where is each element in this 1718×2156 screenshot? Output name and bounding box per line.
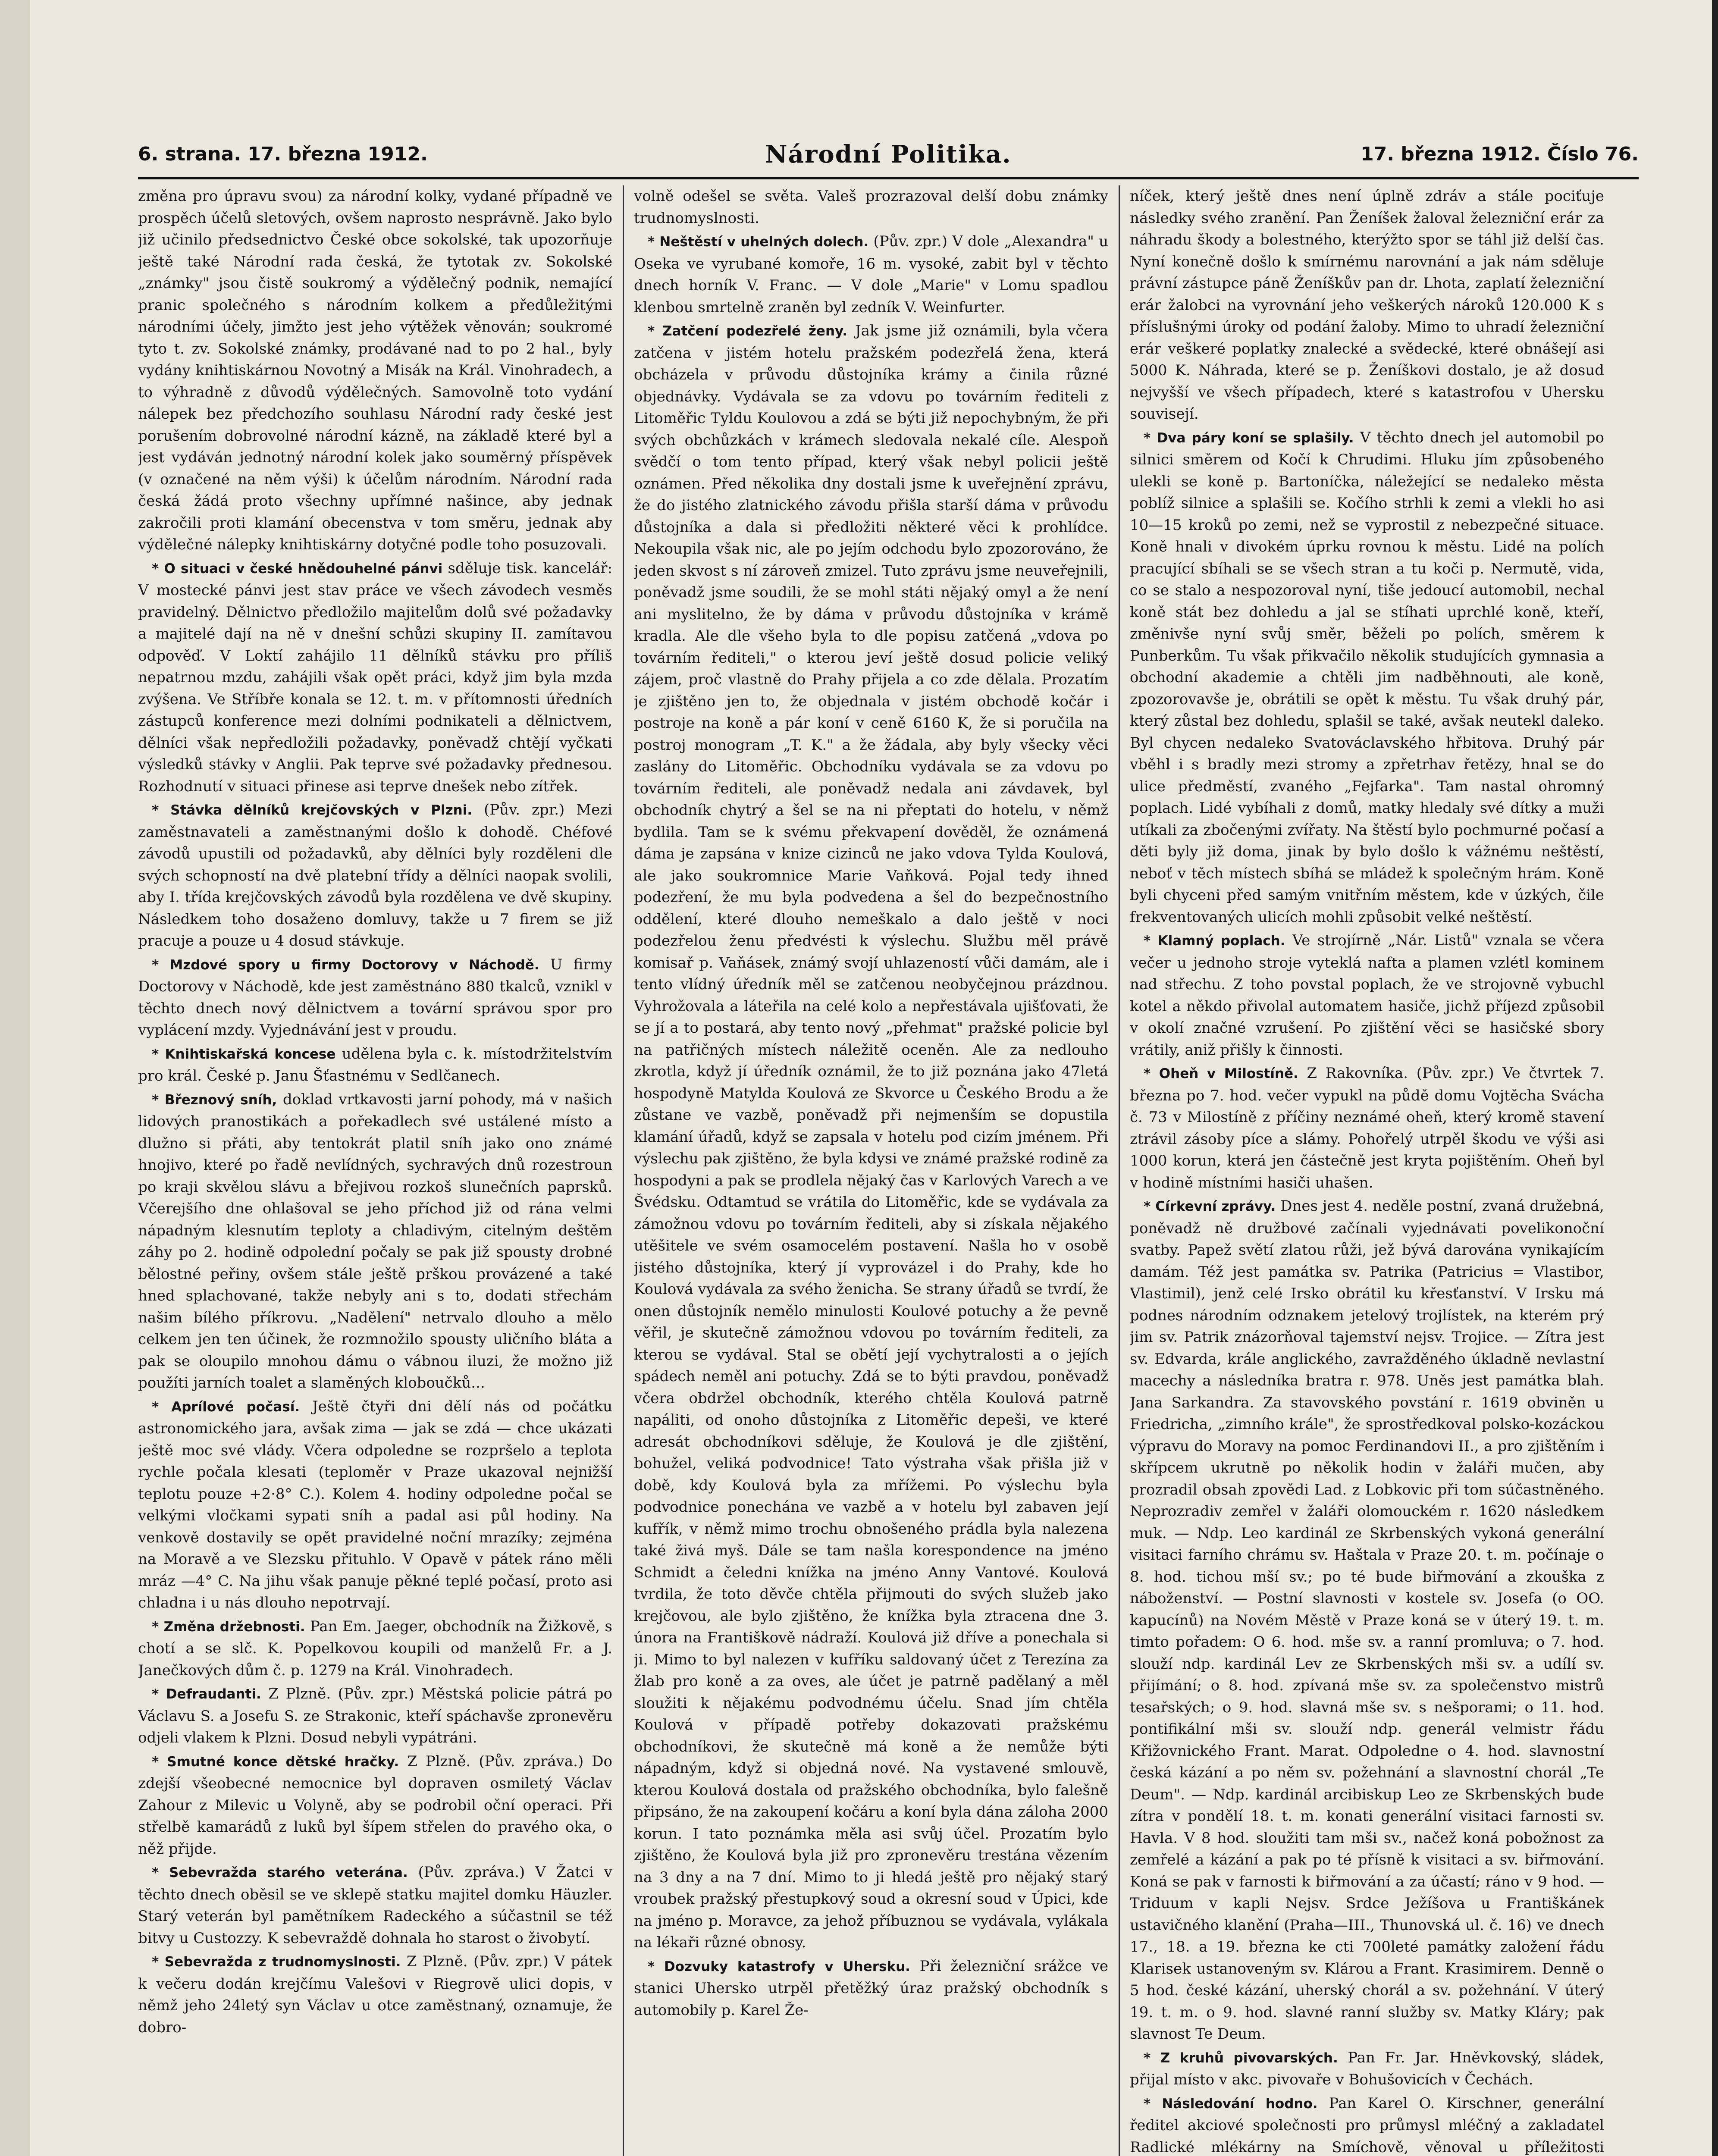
scan-edge-left [0, 0, 30, 2156]
masthead-page-date: 6. strana. 17. března 1912. [138, 143, 428, 165]
article-text: Z Plzně. (Pův. zpráva.) Do zdejší všeobecné nemocnice byl dopraven osmiletý Václav Zahour z Milevic u Volyně, aby se podrobil oční operaci. Při střelbě kamarádů z luků byl šípem střelen do pravého oka, o něž přijde. [138, 1752, 612, 1858]
column-separator-1 [623, 185, 624, 2156]
article-paragraph [138, 799, 612, 952]
article-headline: * Sebevražda starého veterána. [152, 1865, 418, 1880]
article-text: sděluje tisk. kancelář: V mostecké pánvi jest stav práce ve všech závodech vesměs pravidelný. Dělnictvo předložilo majitelům dolů své požadavky a majitelé dají na ně v dnešní schůzi skupiny II. zamítavou odpověď. V Loktí zahájilo 11 dělníků stávku pro příliš nepatrnou mzdu, zahájili však opět práci, když jim byla mzda zvýšena. Ve Stříbře konala se 12. t. m. v přítomnosti úředních zástupců konference mezi dolními podnikateli a dělnictvem, dělníci však nepředložili požadavky, poněvadž chtějí vyčkati výsledků stávky v Anglii. Pak teprve své požadavky přednesou. Rozhodnutí v situaci přinese asi teprve dnešek nebo zítřek. [138, 559, 612, 795]
article-paragraph [138, 558, 612, 798]
article-headline: * Mzdové spory u firmy Doctorovy v Náchodě. [152, 957, 550, 973]
article-headline: * Březnový sníh, [152, 1092, 283, 1108]
article-text: (Pův. zpráva.) V Žatci v těchto dnech oběsil se ve sklepě statku majitel domku Häuzler. Starý veterán byl pamětníkem Radeckého a súčastnil se též bitvy u Custozzy. K sebevraždě dohnala ho starost o živobytí. [138, 1864, 612, 1947]
article-text: volně odešel se světa. Valeš prozrazoval delší dobu známky trudnomyslnosti. [634, 188, 1108, 227]
masthead-issue: 17. března 1912. Číslo 76. [1361, 143, 1639, 165]
column-separator-2 [1119, 185, 1120, 2156]
article-headline: * Neštěstí v uhelných dolech. [648, 234, 874, 250]
article-paragraph [634, 185, 1108, 229]
article-text: Pan Em. Jaeger, obchodník na Žižkově, s chotí a se slč. K. Popelkovou koupili od manželů Fr. a J. Janečkových dům č. p. 1279 na Král. Vinohradech. [138, 1617, 612, 1679]
article-headline: * Defraudanti. [152, 1686, 269, 1702]
article-paragraph [138, 185, 612, 556]
article-paragraph [138, 954, 612, 1041]
article-paragraph [138, 1396, 612, 1614]
article-headline: * Knihtiskařská koncese [152, 1046, 342, 1062]
masthead [138, 137, 1639, 172]
article-paragraph [138, 1951, 612, 2038]
article-paragraph [138, 1089, 612, 1394]
article-paragraph [1130, 2093, 1604, 2156]
article-text: změna pro úpravu svou) za národní kolky, vydané případně ve prospěch účelů sletových, ovšem naprosto nesprávně. Jako bylo již učinilo předsednictvo České obce sokolské, tak upozorňuje ještě také Národní rada česká, že tytotak zv. Sokolské „známky" jsou čistě soukromý a výdělečný podnik, nemající pranic společného s národním kolkem a předůležitými národními účely, jimžto jest jeho výtěžek věnován; soukromé tyto t. zv. Sokolské známky, prodávané nad to po 2 hal., byly vydány knihtiskárnou Novotný a Misák na Král. Vinohradech, a to výhradně z důvodů výdělečných. Samovolně toto vydání nálepek bez předchozího souhlasu Národní rady české jest porušením dobrovolné národní kázně, na základě které byl a jest vydáván jednotný národní kolek jako souměrný příspěvek (v označené na něm výši) k účelům národním. Národní rada česká žádá proto všechny upřímné našince, aby jednak zakročili proti klamání obecenstva v tom směru, jednak aby výdělečné nálepky knihtiskárny dotyčné podle toho posuzovali. [138, 188, 612, 553]
article-headline: * Aprílové počasí. [152, 1399, 313, 1415]
article-paragraph [1130, 1195, 1604, 2045]
article-text: V těchto dnech jel automobil po silnici směrem od Kočí k Chrudimi. Hluku jím způsobeného ulekli se koně p. Bartoníčka, náležející se nedaleko města poblíž silnice a splašili se. Kočího strhli k zemi a vlekli ho asi 10—15 kroků po zemi, než se vyprostil z nebezpečné situace. Koně hnali v divokém úprku rovnou k městu. Lidé na polích pracující sbíhali se se všech stran a tu koči p. Nermutě, vida, co se stalo a nespozoroval nyní, tiše jedoucí automobil, nechal koně stát bez dohledu a jal se stíhati uprchlé koně, kteří, změnivše nyní svůj směr, běželi po polích, směrem k Punberkům. Tu však přikvačilo několik studujících gymnasia a obchodní akademie a chtěli jim nadběhnouti, ale koně, zpozorovavše je, obrátili se opět k městu. Tu však druhý pár, který zůstal bez dohledu, splašil se také, avšak neutekl daleko. Byl chycen nedaleko Svatováclavského hřbitova. Druhý pár vběhl i s bradly mezi stromy a zpřetrhav řetězy, hnal se do ulice předměstí, zvaného „Fejfarka". Tam nastal ohromný poplach. Lidé vybíhali z domů, matky hledaly své dítky a muži utíkali za zbočenými zvířaty. Na štěstí bylo pochmurné počasí a děti byly již doma, jinak by bylo došlo k vážnému neštěstí, neboť v těch místech sbíhá se mládež k společným hrám. Koně byli chyceni před samým vnitřním městem, kde v úzkých, čile frekventovaných ulicích mohli způsobit velké neštěstí. [1130, 429, 1604, 926]
article-headline: * Stávka dělníků krejčovských v Plzni. [152, 802, 484, 818]
masthead-rule [138, 177, 1639, 179]
article-paragraph [634, 231, 1108, 318]
article-paragraph [138, 1683, 612, 1749]
article-headline: * Oheň v Milostíně. [1144, 1066, 1307, 1081]
article-headline: * Dozvuky katastrofy v Uhersku. [648, 1959, 920, 1974]
article-text: Pan Fr. Jar. Hněvkovský, sládek, přijal místo v akc. pivovaře v Bohušovicích v Čechách. [1130, 2049, 1604, 2088]
article-paragraph [1130, 2047, 1604, 2091]
article-text: Ještě čtyři dni dělí nás od počátku astronomického jara, avšak zima — jak se zdá — chce ukázati ještě moc své vlády. Včera odpoledne se rozpršelo a teplota rychle počala klesati (teploměr v Praze ukazoval nejnižší teplotu pouze +2·8° C.). Kolem 4. hodiny odpoledne počal se velkými vločkami sypati sníh a padal asi půl hodiny. Na venkově dostavily se opět pravidelné noční mrazíky; zejména na Moravě a ve Slezsku přituhlo. V Opavě v pátek ráno měli mráz —4° C. Na jihu však panuje pěkné teplé počasí, proto asi chladna i u nás dlouho nepotrvají. [138, 1398, 612, 1611]
article-text: Při železniční srážce ve stanici Uhersko utrpěl přetěžký úraz pražský obchodník s automobily p. Karel Že- [634, 1957, 1108, 2019]
column-3 [1130, 185, 1604, 2156]
article-headline: * O situaci v české hnědouhelné pánvi [152, 561, 448, 577]
article-headline: * Následování hodno. [1144, 2096, 1329, 2112]
article-paragraph [138, 1043, 612, 1087]
article-text: Z Plzně. (Pův. zpr.) Městská policie pátrá po Václavu S. a Josefu S. ze Strakonic, kteří spáchavše zpronevěru odjeli vlakem k Plzni. Dosud nebyli vypátráni. [138, 1685, 612, 1746]
article-headline: * Klamný poplach. [1144, 933, 1292, 949]
article-text: udělena byla c. k. místodržitelstvím pro král. České p. Janu Šťastnému v Sedlčanech. [138, 1045, 612, 1084]
column-1 [138, 185, 612, 2156]
article-paragraph [1130, 1062, 1604, 1194]
article-headline: * Změna držebnosti. [152, 1619, 310, 1635]
article-headline: * Církevní zprávy. [1144, 1199, 1281, 1214]
article-headline: * Sebevražda z trudnomyslnosti. [152, 1954, 407, 1970]
article-text: níček, který ještě dnes není úplně zdráv a stále pociťuje následky svého zranění. Pan Ženíšek žaloval železniční erár za náhradu škody a bolestného, kterýžto spor se táhl již delší čas. Nyní konečně došlo k smírnému narovnání a jak nám sděluje právní zástupce páně Ženíškův pan dr. Lhota, zaplatí železniční erár žalobci na vyrovnání jeho veškerých nároků 120.000 K s příslušnými úroky od podání žaloby. Mimo to uhradí železniční erár veškeré poplatky znalecké a svědecké, které obnášejí asi 5000 K. Náhrada, které se p. Ženíškovi dostalo, je až dosud nejvyšší ve všech případech, které s katastrofou v Uhersku souvisejí. [1130, 188, 1604, 423]
masthead-title: Národní Politika. [765, 140, 1012, 169]
article-headline: * Zatčení podezřelé ženy. [648, 323, 856, 339]
article-paragraph [138, 1616, 612, 1682]
article-headline: * Z kruhů pivovarských. [1144, 2050, 1348, 2066]
article-text: Dnes jest 4. neděle postní, zvaná družebná, poněvadž ně družbové začínali vyjednávati povelikonoční svatby. Papež světí zlatou růži, jež bývá darována vynikajícím damám. Též jest památka sv. Patrika (Patricius = Vlastibor, Vlastimil), jenž celé Irsko obrátil ku křesťanství. V Irsku má podnes národním odznakem jetelový trojlístek, na kterém prý jim sv. Patrik znázorňoval tajemství nejsv. Trojice. — Zítra jest sv. Edvarda, krále anglického, zavražděného úkladně nevlastní macechy a následníka bratra r. 978. Uněs jest památka blah. Jana Sarkandra. Za stavovského povstání r. 1619 obviněn u Friedricha, „zimního krále", že sprostředkoval polsko-kozáckou výpravu do Moravy na pomoc Ferdinandovi II., a pro zjištěním i skřípcem ukrutně po několik hodin v žaláři mučen, aby prozradil obsah zpovědi Lad. z Lobkovic při tom súčastněného. Neprozradiv zemřel v žaláři olomouckém r. 1620 následkem muk. — Ndp. Leo kardinál ze Skrbenských vykoná generální visitaci farního chrámu sv. Haštala v Praze 20. t. m. počínaje o 8. hod. tichou mší sv.; po té bude biřmování a zkouška z náboženství. — Postní slavnosti v kostele sv. Josefa (o OO. kapucínů) na Novém Městě v Praze koná se v úterý 19. t. m. timto pořadem: O 6. hod. mše sv. a ranní promluva; o 7. hod. slouží ndp. kardinál Lev ze Skrbenských mši sv. a udílí sv. přijímání; o 8. hod. zpívaná mše sv. za společenstvo mistrů tesařských; o 9. hod. slavná mše sv. s nešporami; o 11. hod. pontifikální mši sv. slouží ndp. generál velmistr řádu Křižovnického Frant. Marat. Odpoledne o 4. hod. slavnostní česká kázání a po něm sv. požehnání a slavnostní chorál „Te Deum". — Ndp. kardinál arcibiskup Leo ze Skrbenských bude zítra v pondělí 18. t. m. konati generální visitaci farnosti sv. Havla. V 8 hod. sloužiti tam mši sv., načež koná pobožnost za zemřelé a kázání a pak po té přísně k visitaci a sv. biřmování. Koná se pak v farnosti k biřmování a za účastí; ráno v 9 hod. — Triduum v kapli Nejsv. Srdce Ježíšova u Františkánek ustavičného klanění (Praha—III., Thunovská ul. č. 16) ve dnech 17., 18. a 19. března ke cti 700leté památky založení řádu Klarisek ustanoveným sv. Klárou a Frant. Krasimirem. Denně o 5 hod. české kázání, uherský chorál a sv. požehnání. V úterý 19. t. m. o 9. hod. slavné ranní služby sv. Matky Kláry; pak slavnost Te Deum. [1130, 1197, 1604, 2043]
scan-edge-right [1712, 0, 1718, 2156]
article-text: Ve strojírně „Nár. Listů" vznala se včera večer u jednoho stroje vyteklá nafta a plamen vzlétl kominem nad střechu. Z toho povstal poplach, že ve strojovně vybuchl kotel a někdo přivolal automatem hasiče, jichž příjezd způsobil v okolí značné vzrušení. Po zjištění věci se hasičské sbory vrátily, aniž přišly k činnosti. [1130, 932, 1604, 1059]
article-paragraph [634, 320, 1108, 1954]
article-text: Jak jsme již oznámili, byla včera zatčena v jistém hotelu pražském podezřelá žena, která obcházela v průvodu důstojníka krámy a činila různé objednávky. Vydávala se za vdovu po továrním řediteli z Litoměřic Tyldu Koulovou a zdá se býti již nepochybným, že při svých obchůzkách v krámech sledovala nekalé cíle. Alespoň svědčí o tom tento případ, který však nebyl policii ještě oznámen. Před několika dny dostali jsme k uveřejnění zprávu, že do jistého zlatnického závodu přišla starší dáma v průvodu důstojníka a dala si předložiti některé věci k prohlídce. Nekoupila však nic, ale po jejím odchodu bylo zpozorováno, že jeden skvost s ní zároveň zmizel. Tuto zprávu jsme neuveřejnili, poněvadž jsme soudili, že se mohl státi nějaký omyl a že není ani myslitelno, že by dáma v průvodu důstojníka v krámě kradla. Ale dle všeho byla to dle popisu zatčená „vdova po továrním řediteli," o kterou jeví ještě dosud policie veliký zájem, proč vlastně do Prahy přijela a co zde dělala. Prozatím je zjištěno jen to, že objednala v jistém obchodě kočár i postroje na koně a pár koní v ceně 6160 K, že si poručila na postroj monogram „T. K." a že žádala, aby byly všecky věci zaslány do Litoměřic. Obchodníku vydávala se za vdovu po továrním řediteli, ale poněvadž nedala ani závdavek, byl obchodník chytrý a šel se na ni přeptati do hotelu, v němž bydlila. Tam se k svému překvapení dověděl, že oznámená dáma je zapsána v knize cizinců ne jako vdova Tylda Koulová, ale jako soukromnice Marie Vaňková. Pojal tedy ihned podezření, že mu byla podvedena a šel do bezpečnostního oddělení, které dlouho nemeškalo a dalo ještě v noci podezřelou ženu předvésti k výslechu. Službu měl právě komisař p. Vaňásek, známý svojí uhlazeností vůči damám, ale i tento vlídný úředník měl se zatčenou neobyčejnou prázdnou. Vyhrožovala a láteřila na celé kolo a nepřestávala ujišťovati, že se jí a to postará, aby tento nový „přehmat" pražské policie byl na patřičných místech náležitě oceněn. Ale za nedlouho zkrotla, když jí úředník oznámil, že to již poznána jako 47letá hospodyně Matylda Koulová ze Skvorce u Českého Brodu a že zůstane ve vazbě, poněvadž při nejmenším se dopustila klamání úřadů, když se zapsala v hotelu pod cizím jménem. Při výslechu pak zjištěno, že byla kdysi ve známé pražské rodině za hospodyni a pak se prodlela nějaký čas v Karlových Varech a ve Švédsku. Odtamtud se vrátila do Litoměřic, kde se vydávala za zámožnou vdovu po továrním řediteli, aby si získala nějakého utěšitele ve svém osamocelém postavení. Našla ho v osobě jistého důstojníka, který jí vyprovázel i do Prahy, kde ho Koulová vydávala za svého ženicha. Se strany úřadů se tvrdí, že onen důstojník nemělo minulosti Koulové potuchy a že pevně věřil, je skutečně zámožnou vdovou po továrním řediteli, za kterou se vydával. Stal se obětí její vychytralosti a o jejích spádech neměl ani potuchy. Zdá se to býti pravdou, poněvadž včera obdržel obchodník, kterého chtěla Koulová patrně napáliti, od onoho důstojníka z Litoměřic depeši, ve které adresát obchodníkovi sděluje, že Koulová je dle zjištění, bohužel, veliká podvodnice! Tato výstraha však přišla již v době, kdy Koulová byla za mřížemi. Po výslechu byla podvodnice ponechána ve vazbě a v hotelu byl zabaven její kufřík, v němž mimo trochu obnošeného prádla byla nalezena také živá myš. Dále se tam našla korespondence na jméno Schmidt a čeledni knížka na jméno Anny Vantové. Koulová tvrdila, že toto děvče chtěla přijmouti do svých služeb jako krejčovou, ale bylo zjištěno, že knížka byla ztracena dne 3. února na Františkově nádraží. Koulová již dříve a ponechala si ji. Mimo to byl nalezen v kufříku saldovaný účet z Terezína za žlab pro koně a za oves, ale účet je patrně padělaný a měl sloužiti k nějakému podvodnému účelu. Snad jím chtěla Koulová v případě potřeby dokazovati pražskému obchodníkovi, že skutečně má koně a že nemůže býti nápadným, když si objedná nové. Na vystavené smlouvě, kterou Koulová dostala od pražského obchodníka, bylo falešně připsáno, že na zakoupení kočáru a koní byla dána záloha 2000 korun. I tato poznámka měla asi svůj účel. Prozatím bylo zjištěno, že Koulová byla již pro zpronevěru trestána vězením na 3 dny a na 7 dní. Mimo to ji hledá ještě pro nějaký starý vroubek pražský přestupkový soud a okresní soud v Úpici, kde na jméno p. Moravce, za jehož příbuznou se vydávala, vylákala na lékaři různé obnosy. [634, 322, 1108, 1951]
article-text: Z Rakovníka. (Pův. zpr.) Ve čtvrtek 7. března po 7. hod. večer vypukl na půdě domu Vojtěcha Svácha č. 73 v Milostíně z příčiny neznámé oheň, který kromě stavení ztrávil zásoby píce a slámy. Pohořelý utrpěl škodu ve výši asi 1000 korun, která jen částečně jest kryta pojištěním. Oheň byl v hodině místními hasiči uhašen. [1130, 1065, 1604, 1191]
article-headline: * Dva páry koní se splašily. [1144, 430, 1360, 446]
article-headline: * Smutné konce dětské hračky. [152, 1754, 408, 1770]
article-paragraph [1130, 930, 1604, 1061]
article-paragraph [138, 1751, 612, 1860]
article-text: Pan Karel O. Kirschner, generální ředitel akciové společnosti pro průmysl mléčný a zakladatel Radlické mlékárny na Smíchově, věnoval u příležitosti [1130, 2094, 1604, 2156]
article-text: Z Plzně. (Pův. zpr.) V pátek k večeru dodán krejčímu Valešovi v Riegrově ulici dopis, v němž jeho 24letý syn Václav u otce zaměstnaný, oznamuje, že dobro- [138, 1953, 612, 2036]
article-text: doklad vrtkavosti jarní pohody, má v našich lidových pranostikách a pořekadlech své ustálené místo a dlužno si přáti, aby tentokrát platil sníh jako ono známé hnojivo, které po řadě nevlídných, sychravých dnů rozestroun po kraji skvělou slávu a břejivou rozkoš slunečních paprsků. Včerejšího dne ohlašoval se jeho příchod již od rána velmi nápadným klesnutím teploty a chladivým, citelným deštěm záhy po 2. hodině odpolední počaly se pak již spousty drobné bělostné peřiny, ovšem stále ještě prškou provázené a také hned splachované, takže nebyly ani s to, dodati střechám našim bílého příkrovu. „Nadělení" netrvalo dlouho a mělo celkem jen ten účinek, že rozmnožilo spousty uličního bláta a pak se oloupilo mnohou dámu o vábnou iluzi, že možno již použíti jarních toalet a slaměných kloboučků... [138, 1091, 612, 1391]
article-text: U firmy Doctorovy v Náchodě, kde jest zaměstnáno 880 tkalců, vznikl v těchto dnech nový dělnictvem a tovární správou spor pro vyplácení mzdy. Vyjednávání jest v proudu. [138, 956, 612, 1039]
article-paragraph [634, 1955, 1108, 2021]
article-text: (Pův. zpr.) V dole „Alexandra" u Oseka ve vyrubané komoře, 16 m. vysoké, zabit byl v těchto dnech horník V. Franc. — V dole „Marie" v Lomu spadlou klenbou smrtelně zraněn byl zedník V. Weinfurter. [634, 233, 1108, 316]
article-text: (Pův. zpr.) Mezi zaměstnavateli a zaměstnanými došlo k dohodě. Chéfové závodů upustili od požadavků, aby dělníci byly rozděleni dle svých schopností na dvě platební třídy a dělníci naopak svolili, aby I. třída krejčovských závodů byla rozdělena ve dvě skupiny. Následkem toho dosaženo domluvy, takže u 7 firem se již pracuje a pouze u 4 dosud stávkuje. [138, 801, 612, 950]
article-paragraph [138, 1861, 612, 1949]
column-2 [634, 185, 1108, 2156]
article-paragraph [1130, 185, 1604, 425]
article-paragraph [1130, 427, 1604, 928]
